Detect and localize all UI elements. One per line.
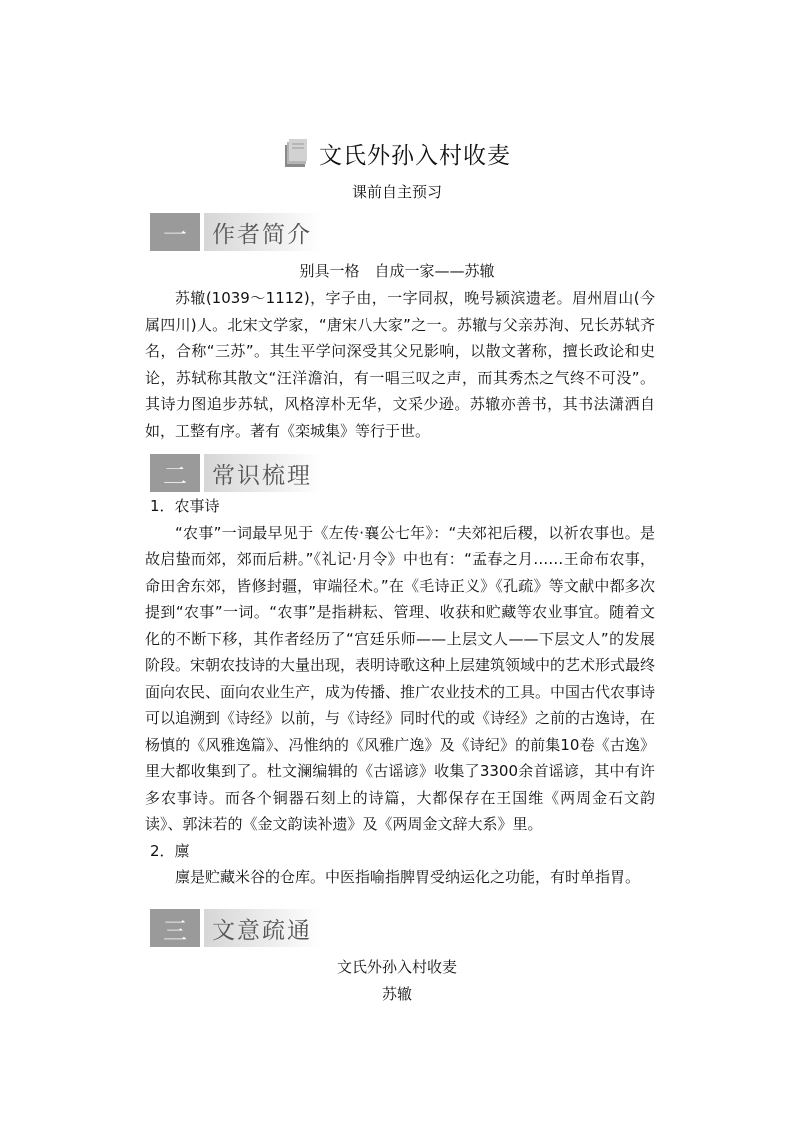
knowledge-item-title: 1．农事诗 — [150, 497, 220, 515]
section-label: 常识梳理 — [212, 462, 312, 489]
section-number-badge: 一 — [150, 213, 200, 251]
section-label: 文意疏通 — [212, 917, 312, 944]
section-heading-reading — [150, 908, 322, 948]
author-bio-paragraph: 苏辙(1039～1112)，字子由，一字同叔，晚号颍滨遗老。眉州眉山(今属四川)人。北宋文学家，“唐宋八大家”之一。苏辙与父亲苏洵、兄长苏轼齐名，合称“三苏”。其生平学问深受其父兄影响，以散文著称，擅长政论和史论，苏轼称其散文“汪洋澹泊，有一唱三叹之声，而其秀杰之气终不可没”。其诗力图追步苏轼，风格淳朴无华，文采少逊。苏辙亦善书，其书法潇洒自如，工整有序。著有《栾城集》等行于世。 — [145, 289, 655, 440]
knowledge-content — [145, 493, 655, 891]
page-subtitle: 课前自主预习 — [351, 183, 442, 201]
author-heading: 别具一格 自成一家——苏辙 — [299, 262, 495, 280]
poem-author: 苏辙 — [381, 985, 412, 1003]
section-heading-knowledge — [150, 453, 322, 493]
section-number-badge: 三 — [150, 909, 200, 947]
section-heading-author — [150, 212, 322, 252]
page-title: 文氏外孙入村收麦 — [319, 143, 511, 169]
section-label-band — [204, 909, 322, 947]
section-label: 作者简介 — [212, 221, 312, 248]
knowledge-item-title: 2．廪 — [150, 841, 190, 860]
book-icon — [283, 139, 309, 169]
section-label-band — [204, 454, 322, 492]
poem-title: 文氏外孙入村收麦 — [336, 958, 457, 976]
section-label-band — [204, 213, 322, 251]
section-number-badge: 二 — [150, 454, 200, 492]
author-bio — [145, 285, 655, 444]
title-row — [0, 137, 794, 170]
knowledge-item-paragraph: “农事”一词最早见于《左传·襄公七年》：“夫郊祀后稷，以祈农事也。是故启蛰而郊，郊而后耕。”《礼记·月令》中也有：“孟春之月……王命布农事，命田舍东郊，皆修封疆，审端径术。”在《毛诗正义》《孔疏》等文献中都多次提到“农事”一词。“农事”是指耕耘、管理、收获和贮藏等农业事宜。随着文化的不断下移，其作者经历了“宫廷乐师——上层文人——下层文人”的发展阶段。宋朝农技诗的大量出现，表明诗歌这种上层建筑领域中的艺术形式最终面向农民、面向农业生产，成为传播、推广农业技术的工具。中国古代农事诗可以追溯到《诗经》以前，与《诗经》同时代的或《诗经》之前的古逸诗，在杨慎的《风雅逸篇》、冯惟纳的《风雅广逸》及《诗纪》的前集10卷《古逸》里大都收集到了。杜文澜编辑的《古谣谚》收集了3300余首谣谚，其中有许多农事诗。而各个铜器石刻上的诗篇，大都保存在王国维《两周金石文韵读》、郭沫若的《金文韵读补遗》及《两周金文辞大系》里。 — [145, 523, 656, 833]
knowledge-item-paragraph: 廪是贮藏米谷的仓库。中医指喻指脾胃受纳运化之功能，有时单指胃。 — [175, 868, 641, 886]
